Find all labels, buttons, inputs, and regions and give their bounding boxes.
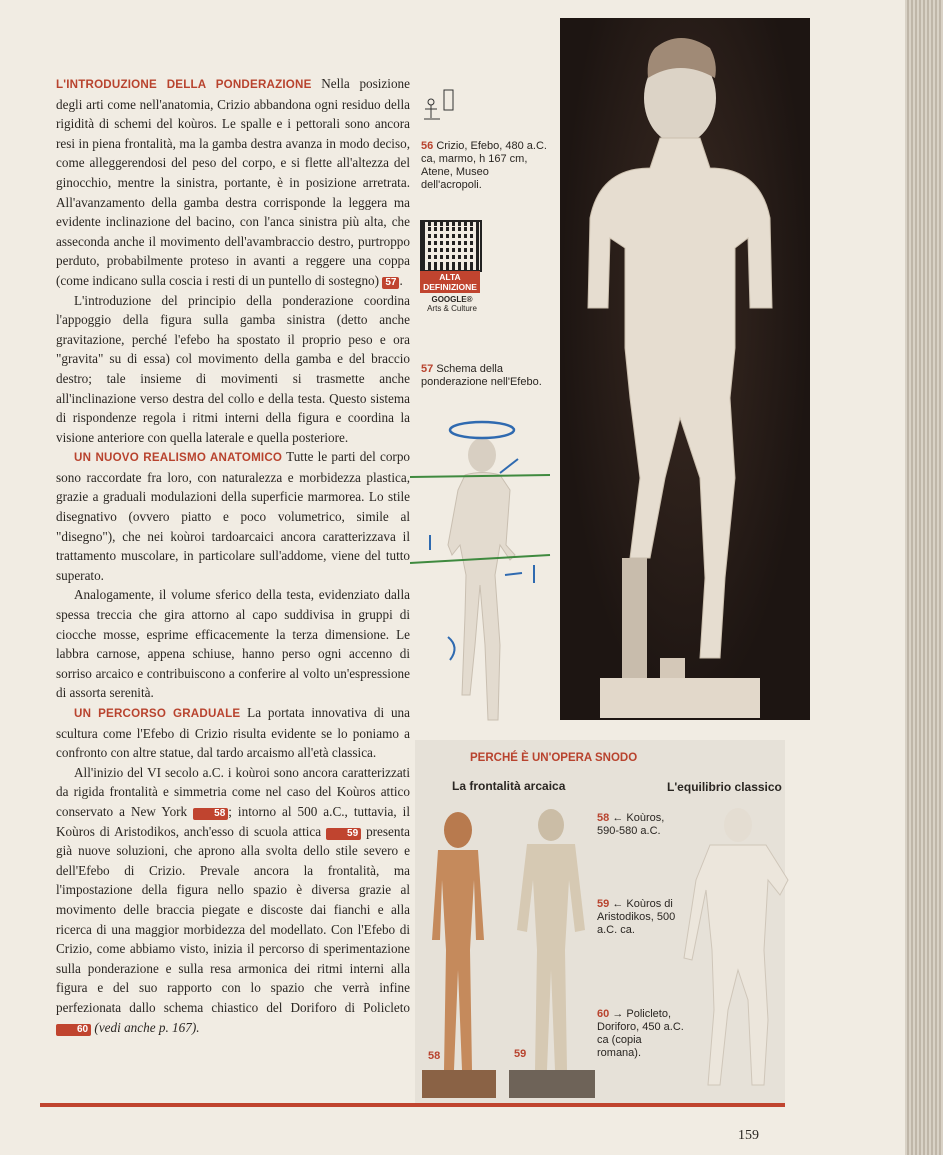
doriforo-image (680, 800, 790, 1100)
caption-59: 59 ← Koùros di Aristodikos, 500 a.C. ca. (597, 898, 676, 936)
paragraph-6: All'inizio del VI secolo a.C. i koùroi sono ancora caratterizzati da rigida frontalità e simmetria come nel caso del Koùros attico conservato a New York 58 ; intorno al 500 a.C., tuttavia, il Koùros di Aristodikos, anch'esso di scuola attica 59 presenta già nuove soluzioni, che aprono alla svolta dello stile severo e dell'Efebo di Crizio. Prevale ancora la frontalità, ma l'impostazione della figura nello spazio è diversa grazie al movimento delle braccia piegate e discoste dai fianchi e alla ricerca di una maggior morbidezza del modellato. Con l'Efebo di Crizio, come abbiamo visto, inizia il percorso di sperimentazione sulla ponderazione e sulla resa armonica dei ritmi interni alla figura e del suo rapporto con lo spazio che verrà infine perfezionata dallo schema chiastico del Doriforo di Policleto 60 (vedi anche p. 167). (56, 764, 411, 1035)
box-left-subtitle: La frontalità arcaica (452, 779, 566, 793)
figure-ref[interactable]: 59 (326, 828, 361, 840)
hd-badge[interactable]: ALTA DEFINIZIONE (420, 271, 480, 293)
section-heading: UN PERCORSO GRADUALE (74, 707, 241, 720)
section-heading: L'INTRODUZIONE DELLA PONDERAZIONE (56, 78, 312, 91)
footer-rule (40, 1103, 785, 1107)
caption-60: 60 → Policleto, Doriforo, 450 a.C. ca (copia romana). (597, 1008, 684, 1059)
qr-code[interactable] (420, 220, 482, 272)
image-label-58: 58 (428, 1050, 441, 1062)
figure-ref[interactable]: 58 (193, 808, 228, 820)
paragraph-2: L'introduzione del principio della ponderazione coordina l'appoggio della figura sulla gamba sinistra (detto anche gravitazione, perché l'efebo ha spostato il proprio peso e ora "gravita" su di essa) col movimento della gamba e del braccio destro; tale insieme di movimenti si trasmette anche all'inclinazione verso destra del collo e della testa. Questo sistema di rispondenze regola i ritmi interni della figura e coordina la visione anteriore con quella laterale e quella posteriore. (56, 292, 410, 445)
main-text-column (56, 74, 410, 1037)
efebo-statue-image (560, 18, 810, 720)
caption-57: 57 Schema della ponderazione nell'Efebo. (421, 363, 542, 388)
ponderazione-schema-figure (410, 415, 555, 725)
caption-56: 56 Crizio, Efebo, 480 a.C. ca, marmo, h 167 cm, Atene, Museo dell'acropoli. (421, 140, 547, 191)
statue-icon (420, 88, 456, 130)
google-arts-label: GOOGLE® Arts & Culture (427, 295, 477, 313)
page-stack-edge (905, 0, 943, 1155)
box-right-subtitle: L'equilibrio classico (667, 780, 782, 794)
paragraph-3: UN NUOVO REALISMO ANATOMICO Tutte le parti del corpo sono raccordate fra loro, con naturalezza e morbidezza plastica, grazie a graduali modulazioni della superficie marmorea. Lo stile disegnativo (ovvero piatto e poco volumetrico, simile al "disegno"), che nei koùroi tardoarcaici ancora caratterizzava il trattamento muscolare, in particolare sull'addome, viene del tutto superato. (56, 449, 411, 583)
section-heading: UN NUOVO REALISMO ANATOMICO (74, 451, 283, 465)
efebo-photo (560, 18, 810, 720)
figure-ref[interactable]: 57 (382, 277, 399, 289)
page-number: 159 (738, 1128, 759, 1143)
paragraph-5: UN PERCORSO GRADUALE La portata innovativa di una scultura come l'Efebo di Crizio risulta evidente se lo poniamo a confronto con altre statue, dal tardo arcaismo all'età classica. (56, 705, 410, 761)
paragraph-1: L'INTRODUZIONE DELLA PONDERAZIONE Nella posizione degli arti come nell'anatomia, Crizio abbandona ogni residuo della rigidità di schemi del koùros. Le spalle e i pettorali sono ancora resi in piena frontalità, ma la gamba destra avanza in modo deciso, come alleggerendosi del peso del corpo, e si flette all'altezza del ginocchio, mentre la sinistra, portante, è in posizione arretrata. All'avanzamento della gamba destra corrisponde la leggera ma evidente inclinazione del bacino, con l'anca sinistra più alta, che asseconda anche il movimento dell'avambraccio destro, purtroppo perduto, probabilmente proteso in avanti a reggere una coppa (come indicano sulla coscia i resti di un puntello di sostegno) 57 . (56, 76, 410, 288)
figure-ref[interactable]: 60 (56, 1024, 91, 1036)
paragraph-4: Analogamente, il volume sferico della testa, evidenziato dalla spessa treccia che gira attorno al capo suddivisa in gruppi di ciocche mosse, esprime efficacemente la terza dimensione. Le labbra carnose, appena schiuse, hanno perso ogni accenno di sorriso arcaico e contribuiscono a conferire al volto un'espressione di assorta serenità. (56, 587, 410, 701)
caption-58: 58 ← Koùros, 590-580 a.C. (597, 812, 665, 837)
box-title: PERCHÉ È UN'OPERA SNODO (470, 752, 638, 764)
image-label-59: 59 (514, 1048, 527, 1060)
